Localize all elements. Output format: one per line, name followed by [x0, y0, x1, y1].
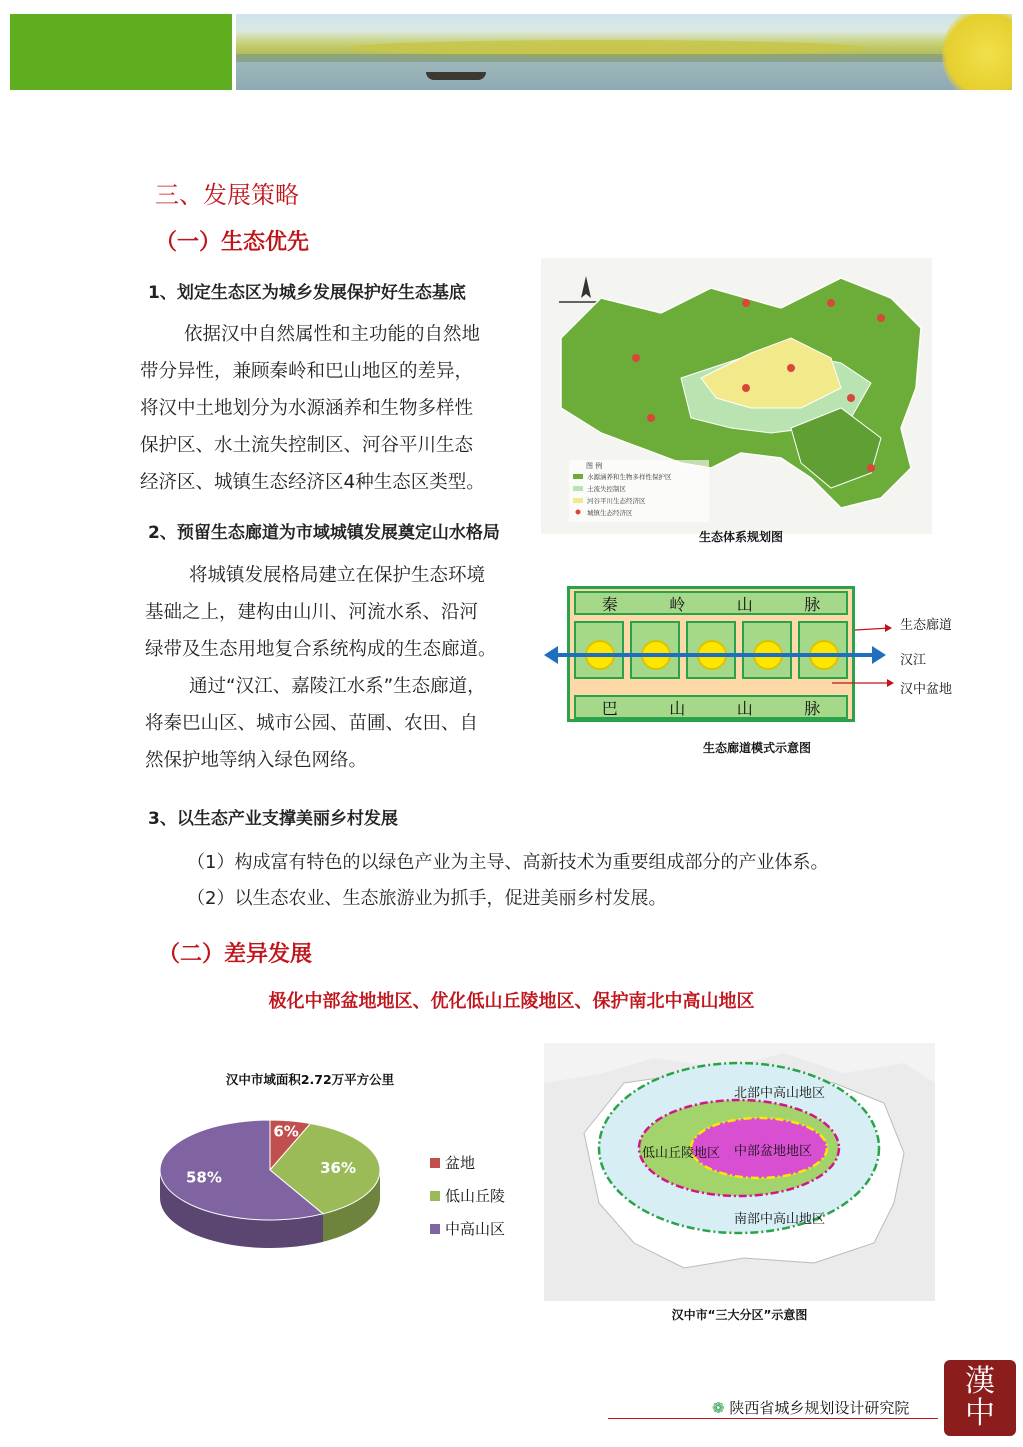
chart-legend: [430, 1152, 505, 1239]
part1-line: 经济区、城镇生态经济区4种生态区类型。: [140, 472, 485, 493]
header-green-block: [10, 14, 232, 90]
zone-center: 中部盆地地区: [734, 1144, 813, 1159]
part2-line: 将城镇发展格局建立在保护生态环境: [189, 565, 486, 586]
zoning-map: [544, 1043, 935, 1301]
part1-line: 将汉中土地划分为水源涵养和生物多样性: [140, 398, 474, 419]
part2-title: 2、预留生态廊道为市域城镇发展奠定山水格局: [148, 523, 500, 543]
corridor-arrows: [540, 590, 960, 710]
part1-line: 依据汉中自然属性和主功能的自然地: [184, 324, 481, 345]
ecology-plan-map: [541, 258, 932, 534]
legend-item-hills: 低山丘陵: [430, 1185, 505, 1206]
zone-south: 南部中高山地区: [734, 1212, 826, 1227]
part3-title: 3、以生态产业支撑美丽乡村发展: [148, 809, 398, 829]
part1-title: 1、划定生态区为城乡发展保护好生态基底: [148, 283, 466, 303]
section2-heading: （二）差异发展: [158, 942, 313, 967]
org-logo-icon: ❁: [712, 1399, 725, 1417]
part1-paragraph: [140, 316, 540, 501]
pie-data-label: 58%: [185, 1168, 222, 1187]
part2-line: 通过“汉江、嘉陵江水系”生态廊道，: [189, 676, 486, 697]
part3-item: （1）构成富有特色的以绿色产业为主导、高新技术为重要组成部分的产业体系。: [187, 852, 829, 873]
diagram-caption: 生态廊道模式示意图: [702, 741, 811, 755]
zone-low-hills: 低山丘陵地区: [642, 1146, 721, 1161]
arrow-right-icon: [872, 646, 886, 664]
part2-line: 然保护地等纳入绿色网络。: [145, 750, 368, 771]
zone-north: 北部中高山地区: [734, 1086, 826, 1101]
part2-paragraph: [145, 557, 555, 779]
label-eco-corridor: 生态廊道: [900, 618, 953, 633]
bashan-band: 巴 山 山 脉: [574, 695, 848, 719]
strategy-headline: 极化中部盆地地区、优化低山丘陵地区、保护南北中高山地区: [268, 991, 755, 1012]
legend-item-basin: 盆地: [430, 1152, 505, 1173]
arrow-left-icon: [544, 646, 558, 664]
map-legend-item: 城镇生态经济区: [587, 509, 633, 517]
pie-data-label: 6%: [273, 1122, 299, 1141]
legend-item-mountains: 中高山区: [430, 1218, 505, 1239]
part3-item: （2）以生态农业、生态旅游业为抓手，促进美丽乡村发展。: [187, 888, 667, 909]
part1-line: 带分异性，兼顾秦岭和巴山地区的差异，: [140, 361, 474, 382]
footer-org: ❁ 陕西省城乡规划设计研究院: [712, 1399, 910, 1417]
part2-line: 基础之上，建构由山川、河流水系、沿河: [145, 602, 479, 623]
label-basin: 汉中盆地: [900, 682, 953, 697]
map-legend-item: 土流失控制区: [587, 485, 626, 493]
header-landscape-image: [236, 14, 1012, 90]
map-legend-title: 图 例: [586, 462, 603, 470]
chart-title: 汉中市域面积2.72万平方公里: [225, 1072, 395, 1087]
map2-caption: 汉中市“三大分区”示意图: [671, 1308, 808, 1322]
map-legend-item: 水源涵养和生物多样性保护区: [587, 473, 672, 481]
part2-line: 绿带及生态用地复合系统构成的生态廊道。: [145, 639, 497, 660]
pie-chart: [150, 1100, 410, 1270]
section1-heading: （一）生态优先: [155, 230, 310, 255]
map1-caption: 生态体系规划图: [698, 530, 783, 544]
map-legend-item: 河谷平川生态经济区: [587, 497, 646, 505]
hanzhong-seal-logo: 漢 中: [944, 1360, 1016, 1436]
footer-rule: [608, 1418, 938, 1419]
pie-data-label: 36%: [320, 1159, 357, 1178]
page-title: 三、发展策略: [155, 181, 299, 209]
qinling-band: 秦 岭 山 脉: [574, 591, 848, 615]
part2-line: 将秦巴山区、城市公园、苗圃、农田、自: [145, 713, 479, 734]
part1-line: 保护区、水土流失控制区、河谷平川生态: [140, 435, 474, 456]
label-hanjiang: 汉江: [900, 653, 927, 668]
